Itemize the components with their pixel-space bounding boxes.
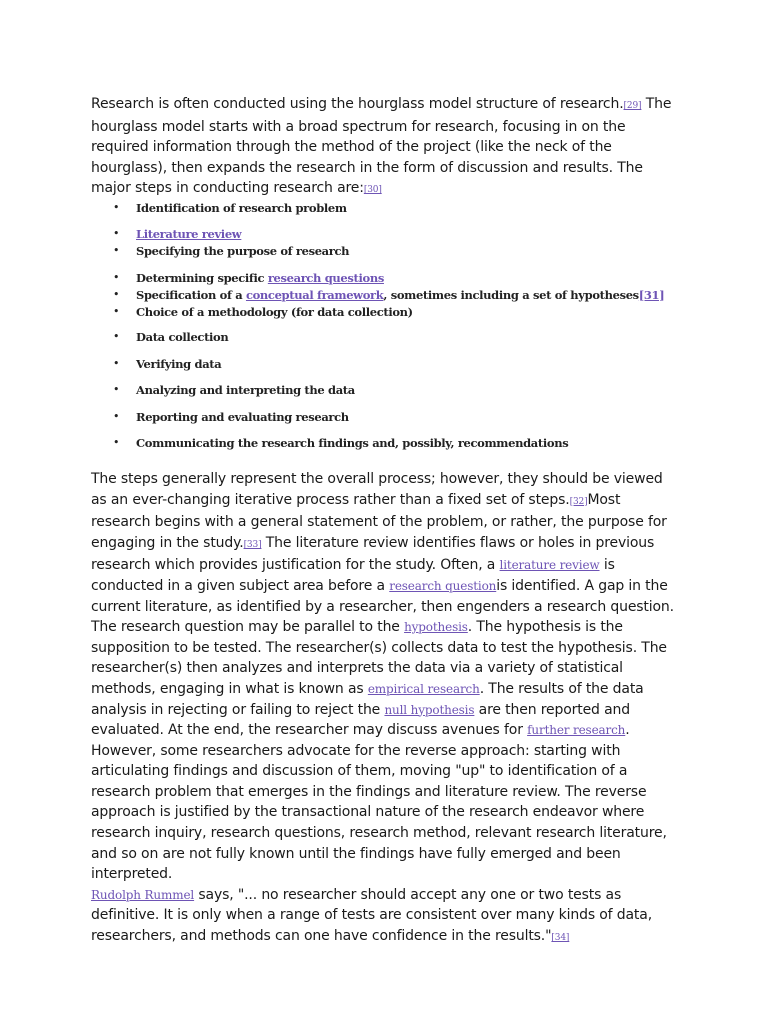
body-text: . The results of the data analysis in rejecting or failing to reject the — [91, 680, 644, 718]
citation-31 — [638, 287, 665, 302]
body-text: . The hypothesis is the supposition to be tested. The researcher(s) collects data to test the hypothesis. The researcher(s) then analyzes and interprets the data via a variety of statistical methods, engaging in what is known as — [91, 619, 667, 697]
empirical-research-link[interactable]: empirical research — [367, 681, 480, 696]
citation-link[interactable]: [30] — [363, 185, 382, 196]
step-text: Analyzing and interpreting the data — [136, 382, 355, 397]
step-item — [136, 288, 664, 302]
step-text: Data collection — [136, 329, 229, 344]
body-text: is conducted in a given subject area before a — [91, 557, 615, 594]
body-text: are then reported and evaluated. At the end, the researcher may discuss avenues for — [91, 701, 630, 739]
hypothesis-link[interactable]: hypothesis — [404, 620, 468, 635]
step-text: , sometimes including a set of hypotheses — [383, 287, 639, 302]
quote-text: says, "... no researcher should accept any one or two tests as definitive. It is only when a range of tests are consistent over many kinds of data, researchers, and methods can one have confidence in the results." — [91, 886, 652, 945]
step-text: Verifying data — [136, 356, 222, 371]
citation-29 — [624, 101, 642, 111]
step-item — [136, 244, 349, 258]
research-question-link[interactable]: research question — [389, 578, 497, 593]
step-text: Choice of a methodology (for data collection) — [136, 304, 413, 319]
citation-link[interactable]: [29] — [623, 101, 642, 111]
step-item — [136, 330, 228, 344]
body-text: Most research begins with a general statement of the problem, or rather, the purpose for engaging in the study. — [91, 491, 667, 551]
intro-paragraph — [91, 94, 681, 201]
step-text: Communicating the research findings and, possibly, recommendations — [136, 435, 569, 450]
step-link[interactable]: Literature review — [136, 226, 242, 241]
citation-link[interactable]: [33] — [243, 539, 262, 550]
step-item — [136, 410, 349, 424]
step-text: Determining specific — [136, 270, 268, 285]
citation-34 — [551, 933, 569, 943]
step-text: Specification of a — [136, 287, 246, 302]
literature-review-link[interactable]: literature review — [499, 558, 600, 573]
step-link[interactable]: conceptual framework — [245, 287, 384, 302]
step-text: Identification of research problem — [136, 200, 347, 215]
body-text: is identified. A gap in the current literature, as identified by a researcher, then engenders a research question. The research question may be parallel to the — [91, 577, 674, 636]
null-hypothesis-link[interactable]: null hypothesis — [384, 702, 475, 717]
further-research-link[interactable]: further research — [527, 723, 626, 738]
body-text: The literature review identifies flaws or holes in previous research which provides justification for the study. Often, a — [91, 534, 655, 574]
process-paragraph — [91, 469, 681, 885]
intro-text: Research is often conducted using the hourglass model structure of research. — [91, 96, 624, 112]
intro-text: The hourglass model starts with a broad spectrum for research, focusing in on the required information through the method of the project (like the neck of the hourglass), then expands the research in the form of discussion and results. The major steps in conducting research are: — [91, 96, 672, 197]
citation-link[interactable]: [32] — [569, 496, 588, 507]
step-item — [136, 305, 413, 319]
step-item — [136, 357, 221, 371]
body-text: . However, some researchers advocate for the reverse approach: starting with articulating findings and discussion of them, moving "up" to identification of a research problem that emerges in the findings and literature review. The reverse approach is justified by the transactional nature of the research endeavor where research inquiry, research questions, research method, relevant research literature, and so on are not fully known until the findings have fully emerged and been interpreted. — [91, 722, 667, 883]
article — [91, 94, 681, 949]
citation-33 — [244, 540, 262, 550]
research-steps-list — [91, 201, 681, 461]
citation-link[interactable]: [31] — [638, 287, 665, 302]
step-item — [136, 227, 241, 241]
step-item — [136, 201, 347, 215]
step-text: Specifying the purpose of research — [136, 243, 350, 258]
citation-32 — [570, 497, 588, 507]
citation-30 — [364, 185, 382, 195]
step-link[interactable]: research questions — [267, 270, 384, 285]
step-text: Reporting and evaluating research — [136, 409, 349, 424]
step-item — [136, 383, 355, 397]
body-text: The steps generally represent the overall process; however, they should be viewed as an ever-changing iterative process rather than a fixed set of steps. — [91, 470, 663, 508]
step-item — [136, 271, 384, 285]
citation-link[interactable]: [34] — [551, 933, 570, 944]
quote-paragraph — [91, 885, 681, 949]
step-item — [136, 436, 568, 450]
rudolph-rummel-link[interactable]: Rudolph Rummel — [91, 887, 195, 902]
